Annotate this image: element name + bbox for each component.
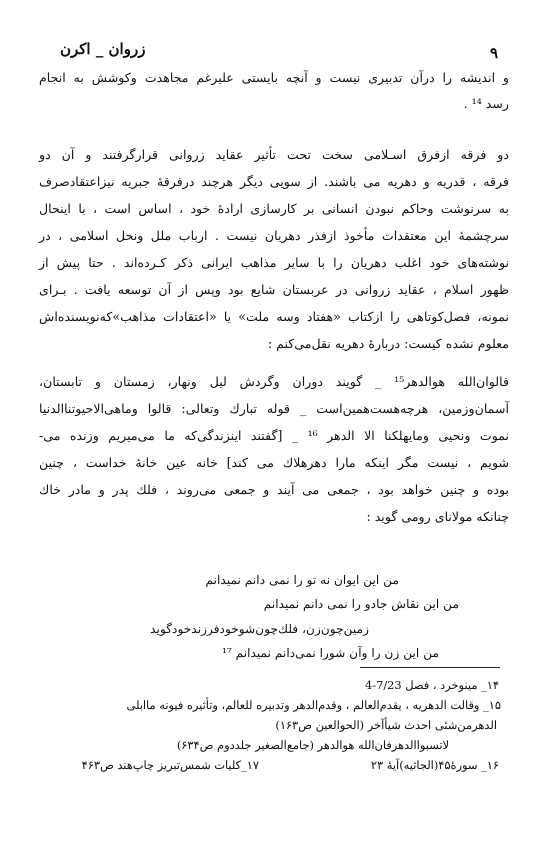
body-line: آسمان‌وزمین، هرچه‌هست‌همین‌است _ قوله تبارك وتعالی: قالوا وماهی‌الاحیوتنا‌الدنیا xyxy=(39,401,509,416)
verse-line: من این نقاش جادو را نمی دانم نمیدانم xyxy=(263,597,459,611)
verse-line: من این ایوان نه تو را نمی دانم نمیدانم xyxy=(205,573,399,587)
body-line: قالوان‌الله هوالدهر¹⁵ _ گویند دوران وگردش لیل ونهار، زمستان و تابستان، xyxy=(39,374,509,389)
body-line: فرقه ، قدریه و دهریه می باشند. از سویی دیگر هرچند درفرقهٔ جبریه نیزاعتقادصرف xyxy=(39,174,509,189)
body-line: معلوم نشده کیست: دربارهٔ دهریه نقل‌می‌کنم : xyxy=(267,336,509,351)
body-line: نموت ونحیی ومایهلکنا الا الدهر ¹⁶ _ [گفتند اینزندگی‌که ما می‌میریم وزنده می- xyxy=(39,428,509,443)
verse-line: من این زن را وآن شورا نمی‌دانم نمیدانم ¹⁷ xyxy=(221,646,439,660)
footnote: الدهرمن‌شئی احدث شیأآخر (الحوالعین ص۱۶۳) xyxy=(275,718,497,732)
footnote-rule xyxy=(360,667,500,668)
body-line: ظهور اسلام ، عقاید زروانی در عربستان شایع بود وپس از آن توسعه یافت . بـرای xyxy=(39,282,509,297)
body-line: چنانکه مولانای رومی گوید : xyxy=(366,509,509,524)
body-line: رسد ¹⁴ . xyxy=(463,96,509,111)
body-line: به سرنوشت وحاکم نبودن انسانی بر کارسازی ارادهٔ خود ، اساس است ، با اینحال xyxy=(39,201,509,216)
body-line: شویم ، نیست مگر اینکه مارا دهرهلاك می کند] خانه عین خانهٔ خداست ، چنین xyxy=(39,455,509,470)
footnote: ۱۴_ مینوخرد ، فصل 7/23-4 xyxy=(364,678,499,692)
body-line: سرچشمهٔ این معتقدات مأخوذ ازفذر دهریان نیست . ارباب ملل ونحل اسلامی ، در xyxy=(39,228,509,243)
verse-line: زمین‌چون‌زن، فلك‌چون‌شوخودفرزندخودگوید xyxy=(150,622,369,636)
body-line: بوده و چنین خواهد بود ، جمعی می آیند و جمعی می‌روند ، فلك پدر و مادر خاك xyxy=(39,482,509,497)
body-line: نمونه، فصل‌کوتاهی را ازکتاب «هفتاد وسه ملت» یا «اعتقادات مذاهب»که‌نویسنده‌اش xyxy=(39,309,509,324)
running-title: زروان _ اکرن xyxy=(60,40,146,58)
footnote: ۱۶_ سورهٔ۴۵(الجاثیه)آیهٔ ۲۳ xyxy=(370,758,499,772)
footnote: ۱۷_کلیات شمس‌تبریز چاپ‌هند ص۴۶۳ xyxy=(81,758,259,772)
body-line: نوشته‌های خود اغلب دهریان را با سایر مذاهب ایرانی ذکر کـرده‌اند . حتا پیش از xyxy=(39,255,509,270)
body-line: دو فرقه ازفرق اسـلامی سخت تحت تأثیر عقاید زروانی قرارگرفتند و آن دو xyxy=(39,147,509,162)
body-line: و اندیشه را درآن تدبیری نیست و آنچه بایستی علیرغم مجاهدت وکوشش به انجام xyxy=(39,70,509,85)
footnote: لاتسبوا‌الدهرفان‌الله هوالدهر (جامع‌الصغیر جلددوم ص۶۳۴) xyxy=(176,738,449,752)
footnote: ۱۵_ وقالت الدهریه ، یقدم‌العالم ، وقدم‌الدهر وتدبیره للعالم، وتأثیره فیونه ماابلی xyxy=(126,698,501,712)
page-number: ۹ xyxy=(490,44,499,62)
